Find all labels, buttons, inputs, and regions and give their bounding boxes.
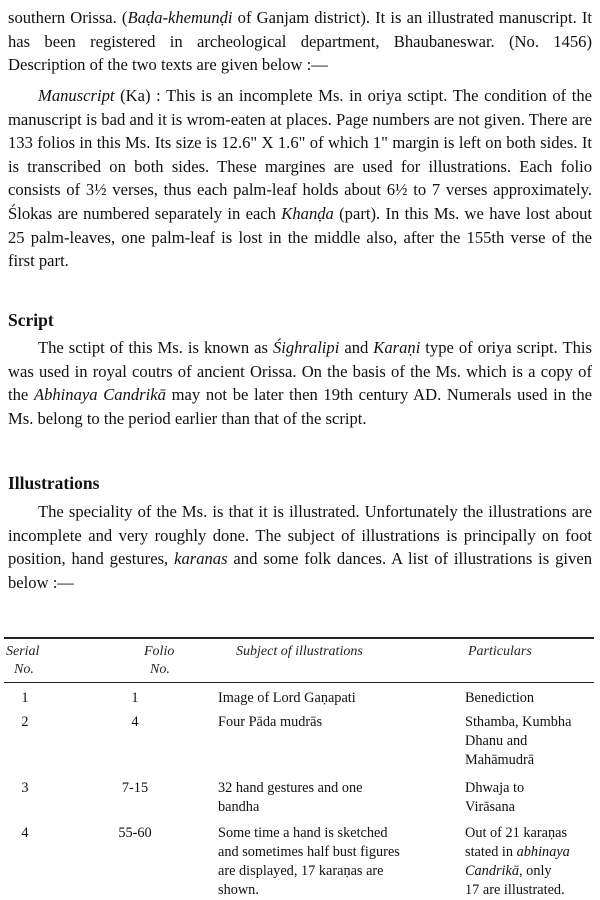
row-folio: 7-15 [121, 780, 149, 796]
illustrations-text-1: The speciality of the Ms. is that it is illustrated. Unfortunately the illustrations are incomplete and very roughly done. The subject of illustrations is principally on foot position, hand gestures, [8, 502, 592, 569]
row-subject-line: Four Pāda mudrās [218, 714, 323, 730]
row-particulars-line: Out of 21 karaṇas [465, 825, 568, 841]
row-subject-line: and sometimes half bust figures [218, 844, 400, 860]
particulars-italic-candrika: Candrikā [465, 863, 520, 879]
row-folio: 1 [131, 690, 139, 706]
script-italic-3: Abhinaya Candrikā [33, 385, 166, 405]
header-folio-line1: Folio [144, 644, 175, 659]
row-particulars-line: Dhanu and [465, 733, 528, 749]
particulars-text: stated in [465, 844, 514, 860]
row-particulars-line: Virāsana [465, 799, 515, 815]
row-subject-line: shown. [218, 882, 259, 898]
row-subject-line: Image of Lord Gaṇapati [218, 690, 356, 706]
script-text-2: and [339, 338, 374, 357]
manuscript-paragraph [8, 84, 592, 273]
row-particulars-line: Dhwaja to [465, 780, 525, 796]
row-particulars-line [465, 843, 570, 861]
script-heading: Script [8, 310, 54, 330]
illustrations-paragraph [8, 500, 592, 594]
table-header-rule [4, 682, 594, 683]
script-text-1: The sctipt of this Ms. is known as [38, 338, 273, 357]
illustrations-heading: Illustrations [8, 473, 100, 493]
header-subject: Subject of illustrations [236, 644, 363, 659]
row-particulars-line: Benediction [465, 690, 535, 706]
intro-paragraph [8, 6, 592, 77]
manuscript-label: Manuscript [38, 86, 115, 105]
header-serial-line1: Serial [6, 644, 40, 659]
header-particulars: Particulars [468, 644, 532, 659]
script-text-3: type of oriya script. This was used in royal coutrs of ancient Orissa. On the basis of the Ms. which is a copy of the [8, 338, 592, 405]
row-subject-line: Some time a hand is sketched [218, 825, 388, 841]
header-serial-line2: No. [14, 662, 34, 677]
row-particulars-line: Sthamba, Kumbha [465, 714, 572, 730]
row-folio: 4 [131, 714, 139, 730]
manuscript-text-2: (part). In this Ms. we have lost about 25 palm-leaves, one palm-leaf is lost in the middle also, after the 155th verse of the first part. [8, 203, 592, 271]
row-particulars-line: 17 are illustrated. [465, 882, 565, 898]
row-particulars-line [465, 862, 552, 880]
row-serial: 2 [21, 714, 29, 730]
row-serial: 1 [21, 690, 29, 706]
script-italic-2: Karaṇi [373, 338, 421, 357]
particulars-italic-abhinaya: abhinaya [516, 844, 570, 860]
header-folio-line2: No. [150, 662, 170, 677]
illustrations-text-2: and some folk dances. A list of illustrations is given below :— [8, 549, 592, 592]
intro-text-1: southern Orissa. ( [8, 8, 128, 27]
intro-text-2: of Ganjam district). It is an illustrated manuscript. It has been registered in archeological department, Bhaubaneswar. (No. 1456) Description of the two texts are given below :— [8, 8, 592, 75]
row-subject-line: 32 hand gestures and one [218, 780, 363, 796]
row-serial: 4 [21, 825, 29, 841]
script-text-4: may not be later then 19th century AD. Numerals used in the Ms. belong to the period earlier than that of the script. [8, 385, 593, 428]
particulars-text: , only [519, 863, 552, 879]
manuscript-text-1: (Ka) : This is an incomplete Ms. in oriya sctipt. The condition of the manuscript is bad and it is wrom-eaten at places. Page numbers are not given. There are 133 folios in this Ms. Its size is 12.6" X 1.6" of which 1" margin is left on both sides. It is transcribed on both sides. These margines are used for illustrations. Each folio consists of 3½ verses, thus each palm-leaf holds about 6½ to 7 verses approximately. Ślokas are numbered separately in each [8, 86, 592, 223]
row-subject-line: are displayed, 17 karaṇas are [218, 863, 384, 879]
row-serial: 3 [21, 780, 29, 796]
manuscript-italic-khanda: Khanḍa [281, 203, 334, 223]
illustrations-italic-karanas: karanas [174, 549, 228, 569]
row-particulars-line: Mahāmudrā [465, 752, 535, 768]
row-subject-line: bandha [218, 799, 260, 815]
intro-italic-place: Baḍa-khemunḍi [127, 8, 233, 27]
script-italic-1: Śighralipi [272, 338, 340, 357]
table-top-rule [4, 637, 594, 639]
row-folio: 55-60 [118, 825, 152, 841]
script-paragraph [8, 336, 592, 430]
